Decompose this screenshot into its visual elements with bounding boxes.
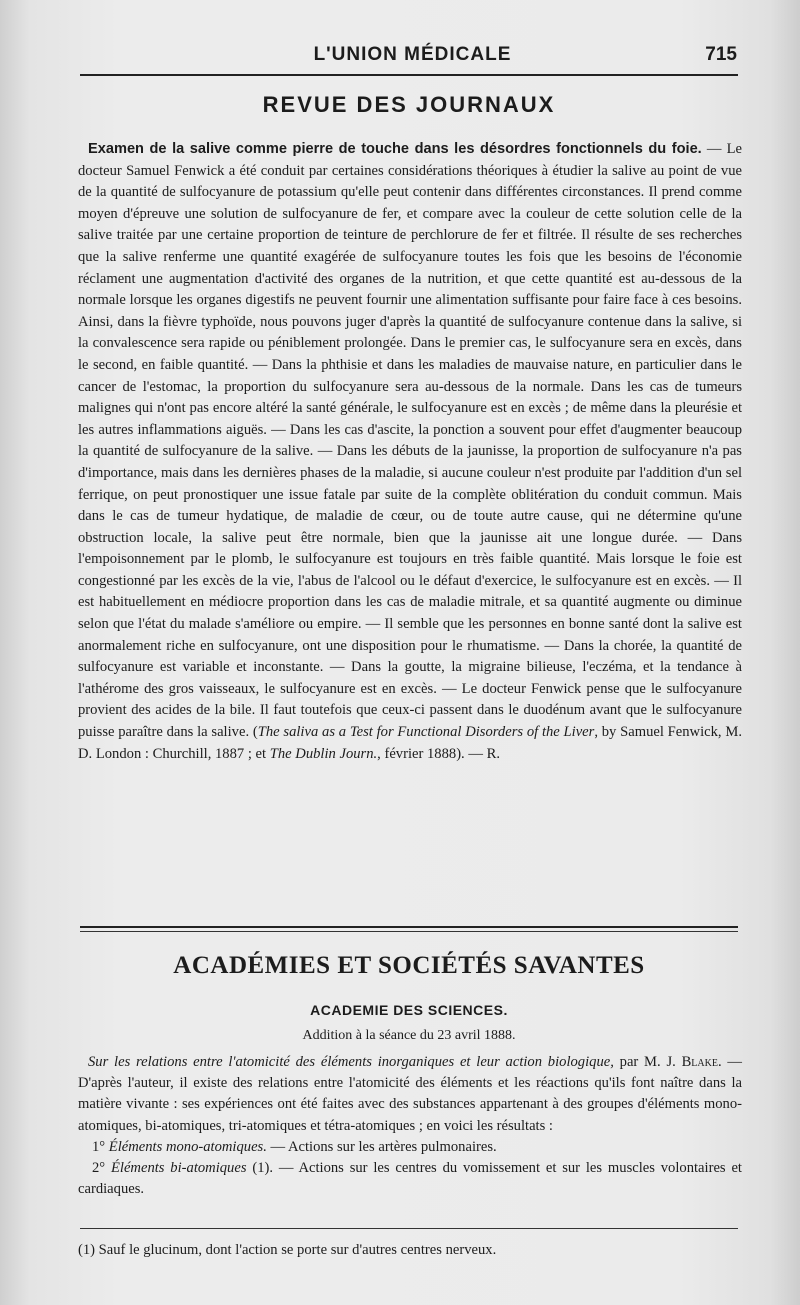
header-rule bbox=[80, 74, 738, 76]
list-item bbox=[78, 1137, 742, 1158]
item-number: 2° bbox=[92, 1160, 106, 1177]
footnote-rule bbox=[80, 1228, 738, 1229]
page-number: 715 bbox=[705, 44, 737, 65]
section-rule-bottom bbox=[80, 931, 738, 932]
item-label: Éléments bi-atomiques bbox=[110, 1160, 247, 1177]
report-intro bbox=[78, 1052, 742, 1137]
footnote-ref: (1). bbox=[246, 1160, 274, 1177]
item-text: — Actions sur les artères pulmonaires. bbox=[266, 1138, 497, 1155]
footnote: (1) Sauf le glucinum, dont l'action se porte sur d'autres centres nerveux. bbox=[78, 1242, 497, 1258]
report-by: par M. J. bbox=[613, 1054, 682, 1070]
item-text: — Actions sur les centres du vomissement et sur les muscles volontaires et cardiaques. bbox=[78, 1160, 742, 1198]
revue-article bbox=[78, 139, 742, 765]
subsection-title: ACADEMIE DES SCIENCES. bbox=[310, 1002, 508, 1018]
item-label: Éléments mono-atomiques. bbox=[108, 1138, 267, 1155]
page-header bbox=[80, 40, 745, 72]
citation-end: , février 1888). — R. bbox=[377, 745, 500, 762]
citation-journal: The Dublin Journ. bbox=[269, 745, 378, 762]
academies-title: ACADÉMIES ET SOCIÉTÉS SAVANTES bbox=[173, 952, 645, 979]
revue-title: REVUE DES JOURNAUX bbox=[262, 92, 556, 117]
report-author: Blake bbox=[681, 1054, 718, 1070]
report-body: . — D'après l'auteur, il existe des relations entre l'atomicité des éléments et les réactions qu'ils font naître dans la matière vivante : ses expériences ont été faites avec des substances appartenant à des groupes d'éléments mono-atomiques, bi-atomiques, tri-atomiques et tétra-atomiques ; en voici les résultats : bbox=[78, 1054, 743, 1134]
item-number: 1° bbox=[92, 1138, 106, 1155]
session-line: Addition à la séance du 23 avril 1888. bbox=[302, 1028, 516, 1043]
running-title: L'UNION MÉDICALE bbox=[313, 44, 512, 65]
article-body: — Le docteur Samuel Fenwick a été conduit par certaines considérations théoriques à étudier la salive au point de vue de la quantité de sulfocyanure de potassium qu'elle peut contenir dans différentes circonstances. Il prend comme moyen d'épreuve une solution de sulfocyanure de fer, et compare avec la couleur de cette solution celle de la salive traitée par une certaine proportion de teinture de perchlorure de fer et filtrée. Il résulte de ses recherches que la salive renferme une quantité exagérée de sulfocyanure toutes les fois que les besoins de l'économie réclament une augmentation d'activité des organes de la nutrition, et que cette quantité est au-dessous de la normale lorsque les organes digestifs ne peuvent fournir une alimentation suffisante pour faire face à ces besoins. Ainsi, dans la fièvre typhoïde, nous pouvons juger d'après la quantité de sulfocyanure contenue dans la salive, si la convalescence sera rapide ou péniblement prolongée. Dans le premier cas, le sulfocyanure sera en excès, dans le second, en faible quantité. — Dans la phthisie et dans les maladies de mauvaise nature, en particulier dans le cancer de l'estomac, la proportion du sulfocyanure sera au-dessous de la normale. Dans les cas de tumeurs malignes qui n'ont pas encore altéré la santé générale, le sulfocyanure est en excès ; de même dans la pleurésie et les autres inflammations aiguës. — Dans les cas d'ascite, la ponction a souvent pour effet d'augmenter beaucoup la quantité de sulfocyanure de la salive. — Dans les débuts de la jaunisse, la proportion de sulfocyanure n'a pas d'importance, mais dans les dernières phases de la maladie, si aucune couleur n'est produite par l'addition d'un sel ferrique, on peut pronostiquer une issue fatale par suite de la complète oblitération du conduit commun. Mais dans le cas de tumeur hydatique, de maladie de cœur, ou de toute autre cause, qui ne détermine qu'une obstruction locale, la salive peut être normale, bien que la jaunisse ait une longue durée. — Dans l'empoisonnement par le plomb, le sulfocyanure est toujours en très faible quantité. Mais lorsque le foie est congestionné par les excès de la vie, l'abus de l'alcool ou le défaut d'exercice, le sulfocyanure est en excès. — Il est habituellement en médiocre proportion dans les cas de maladie mitrale, et sa quantité augmente ou diminue selon que l'état du malade s'améliore ou empire. — Il semble que les personnes en bonne santé dont la salive est anormalement riche en sulfocyanure, ont une disposition pour le rhumatisme. — Dans la chorée, la quantité de sulfocyanure est variable et inconstante. — Dans la goutte, la migraine bilieuse, l'eczéma, et la tendance à l'athérome des gros vaisseaux, le sulfocyanure est en excès. — Le docteur Fenwick pense que le sulfocyanure provient des acides de la bile. Il faut toutefois que ceux-ci passent dans le duodénum avant que le sulfocyanure puisse paraître dans la salive. ( bbox=[78, 141, 742, 741]
section-rule-top bbox=[80, 926, 738, 928]
list-item bbox=[78, 1158, 742, 1200]
citation-title: The saliva as a Test for Functional Disorders of the Liver bbox=[257, 724, 595, 741]
academy-report bbox=[78, 1052, 742, 1200]
report-title: Sur les relations entre l'atomicité des éléments inorganiques et leur action biologique, bbox=[88, 1054, 614, 1070]
citation-details: , by Samuel Fenwick, M. D. London : Churchill, 1887 ; et bbox=[78, 724, 742, 762]
article-lead: Examen de la salive comme pierre de touche dans les désordres fonctionnels du foie. bbox=[88, 141, 702, 157]
